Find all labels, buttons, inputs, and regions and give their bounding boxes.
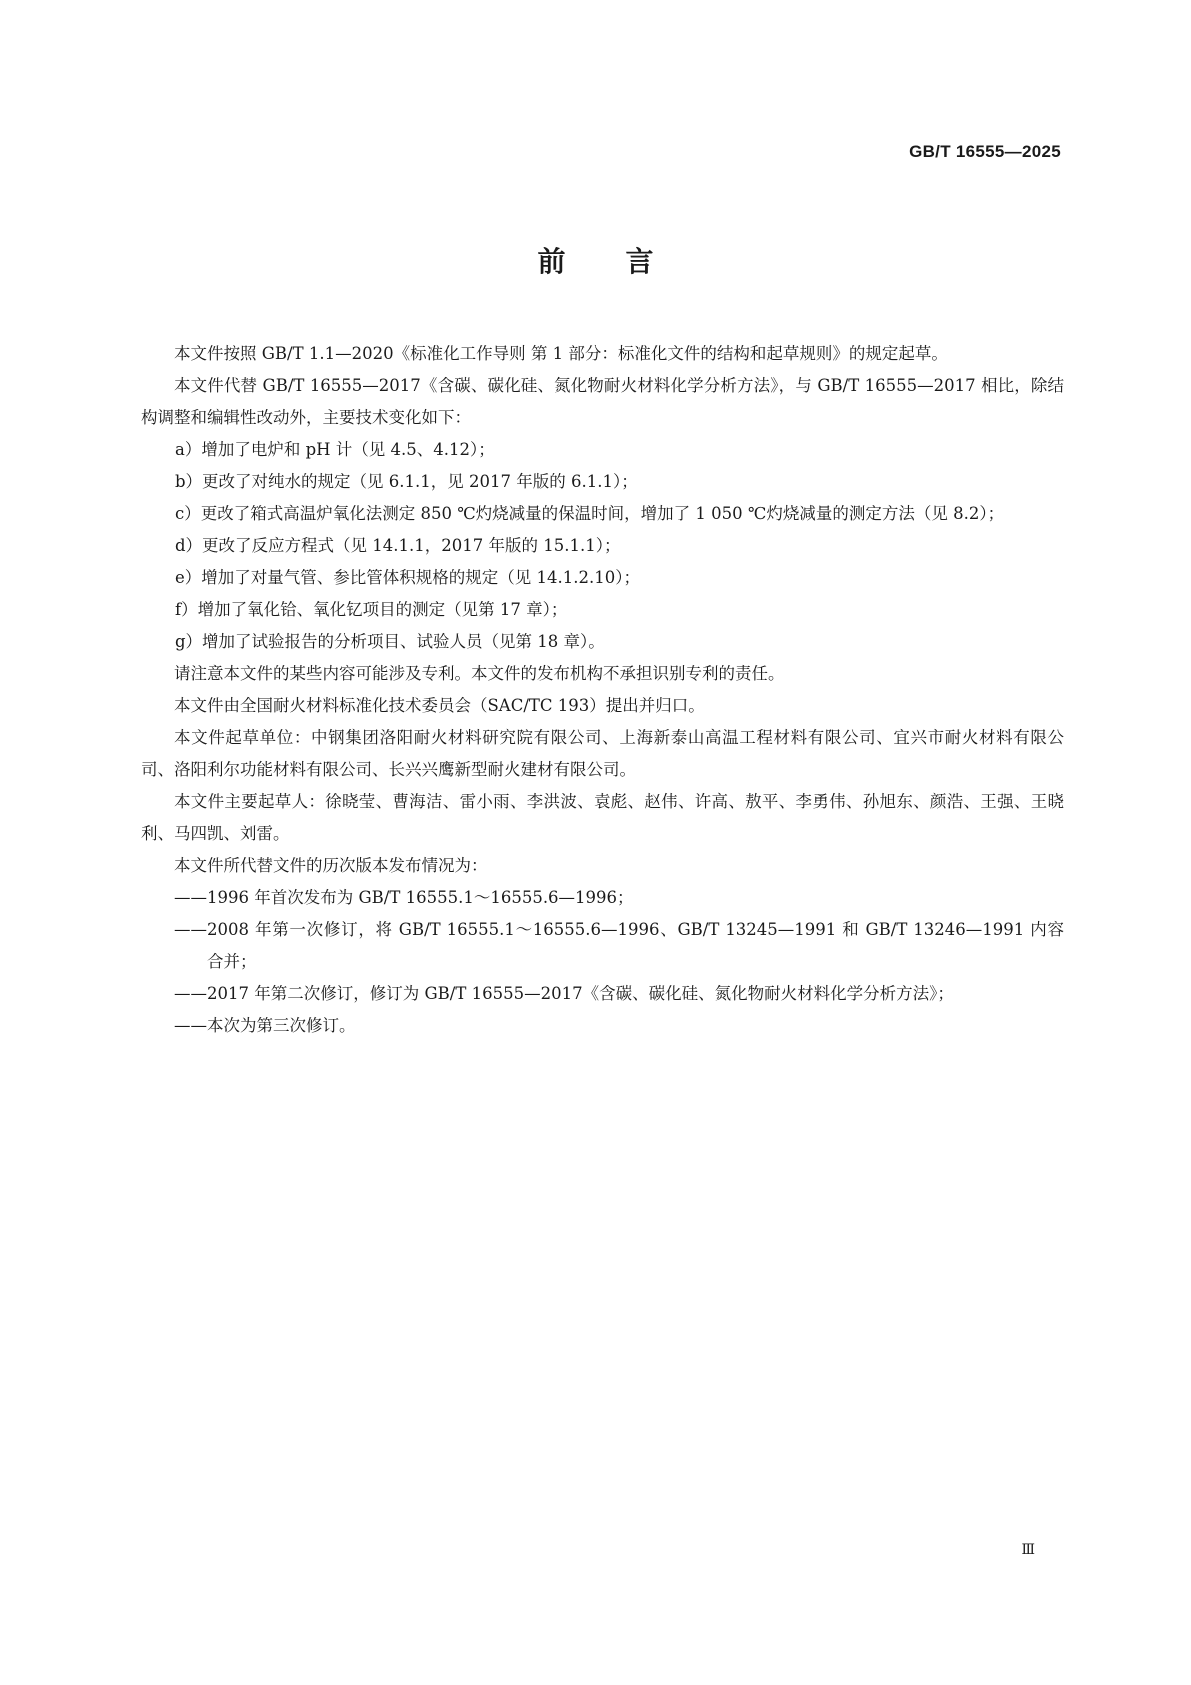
paragraph-history-intro: 本文件所代替文件的历次版本发布情况为：	[174, 856, 488, 875]
change-item-a: a）增加了电炉和 pH 计（见 4.5、4.12）；	[175, 440, 495, 459]
paragraph-proposer: 本文件由全国耐火材料标准化技术委员会（SAC/TC 193）提出并归口。	[174, 696, 705, 715]
paragraph-replacement: 本文件代替 GB/T 16555—2017《含碳、碳化硅、氮化物耐火材料化学分析方法》，与 GB/T 16555—2017 相比，除结构调整和编辑性改动外，主要技术变化如下：	[141, 376, 1064, 427]
change-item-c: c）更改了箱式高温炉氧化法测定 850 ℃灼烧减量的保温时间，增加了 1 050 ℃灼烧减量的测定方法（见 8.2）；	[175, 504, 1005, 523]
change-item-b: b）更改了对纯水的规定（见 6.1.1，见 2017 年版的 6.1.1）；	[175, 472, 638, 491]
paragraph-drafters: 本文件主要起草人：徐晓莹、曹海洁、雷小雨、李洪波、袁彪、赵伟、许高、敖平、李勇伟、孙旭东、颜浩、王强、王晓利、马四凯、刘雷。	[141, 792, 1064, 843]
history-item-2017: ——2017 年第二次修订，修订为 GB/T 16555—2017《含碳、碳化硅、氮化物耐火材料化学分析方法》；	[174, 984, 954, 1003]
change-item-e: e）增加了对量气管、参比管体积规格的规定（见 14.1.2.10）；	[175, 568, 640, 587]
paragraph-drafting-rule: 本文件按照 GB/T 1.1—2020《标准化工作导则 第 1 部分：标准化文件的结构和起草规则》的规定起草。	[174, 344, 948, 363]
change-item-d: d）更改了反应方程式（见 14.1.1，2017 年版的 15.1.1）；	[175, 536, 621, 555]
history-item-1996: ——1996 年首次发布为 GB/T 16555.1～16555.6—1996；	[174, 888, 634, 907]
page-number: Ⅲ	[1021, 1542, 1035, 1558]
page-title: 前言	[537, 245, 714, 278]
document-code: GB/T 16555—2025	[909, 142, 1061, 161]
paragraph-drafting-units: 本文件起草单位：中钢集团洛阳耐火材料研究院有限公司、上海新泰山高温工程材料有限公司、宜兴市耐火材料有限公司、洛阳利尔功能材料有限公司、长兴兴鹰新型耐火建材有限公司。	[141, 728, 1064, 779]
history-item-2008: ——2008 年第一次修订，将 GB/T 16555.1～16555.6—1996、GB/T 13245—1991 和 GB/T 13246—1991 内容合并；	[174, 920, 1064, 971]
change-item-g: g）增加了试验报告的分析项目、试验人员（见第 18 章）。	[175, 632, 605, 651]
history-item-current: ——本次为第三次修订。	[174, 1016, 356, 1035]
document-body	[141, 338, 1064, 1042]
paragraph-patent-notice: 请注意本文件的某些内容可能涉及专利。本文件的发布机构不承担识别专利的责任。	[174, 664, 785, 683]
change-item-f: f）增加了氧化铪、氧化钇项目的测定（见第 17 章）；	[175, 600, 568, 619]
